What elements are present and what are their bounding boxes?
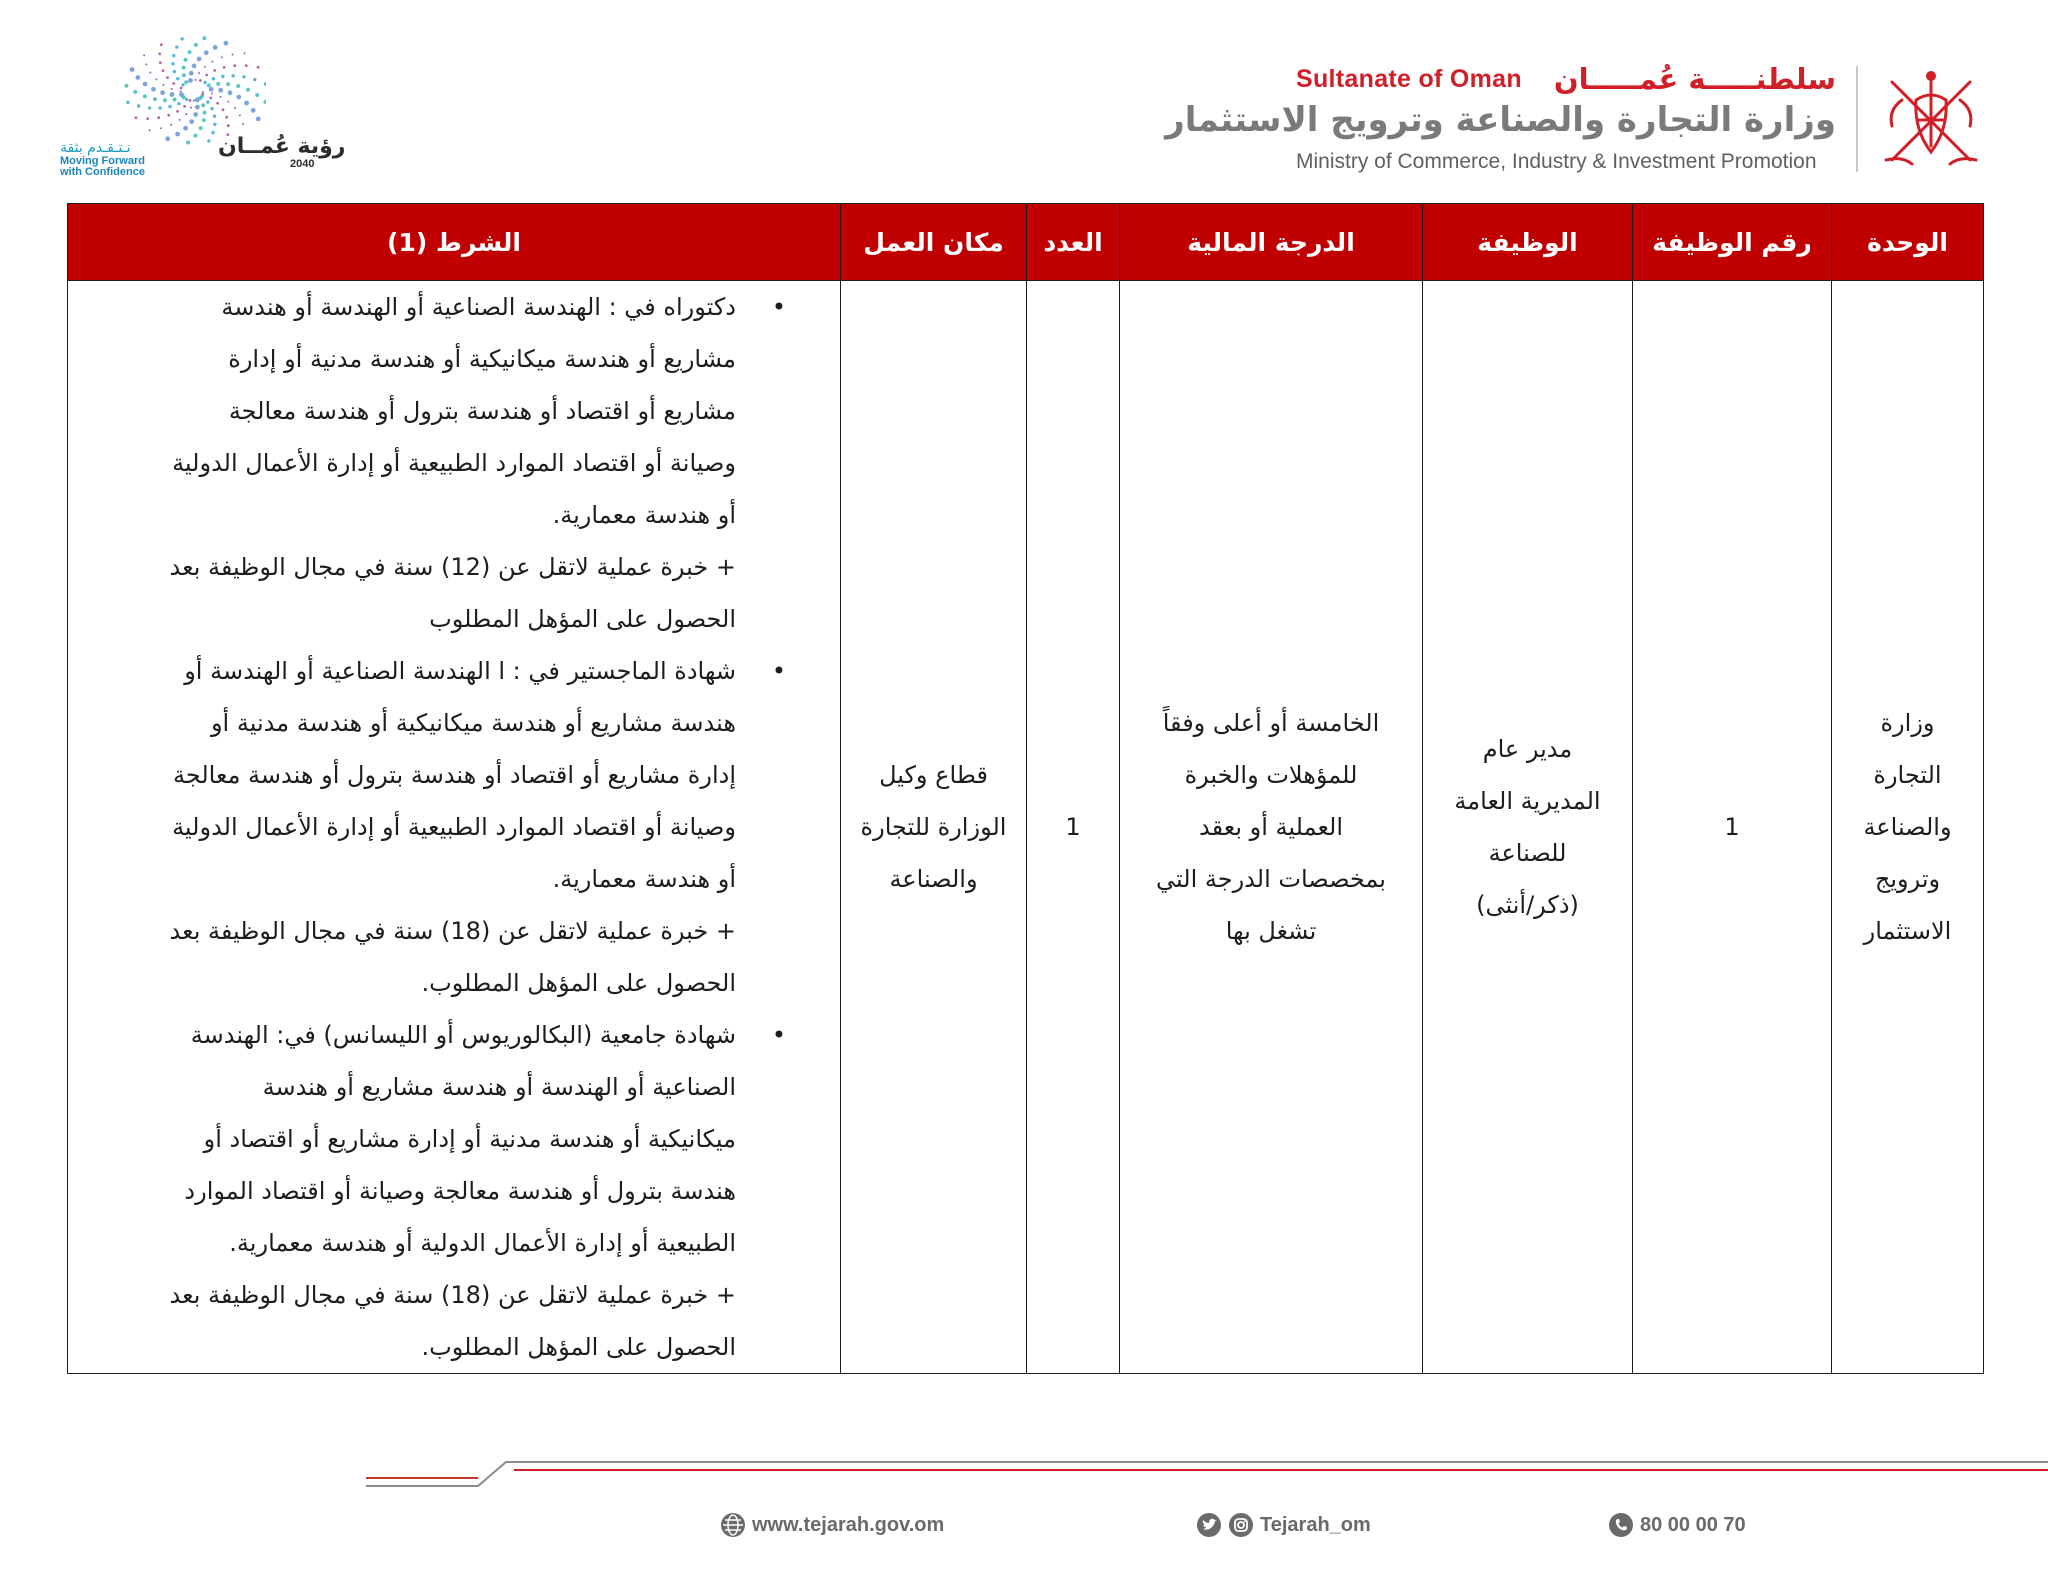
swirl-dot bbox=[148, 106, 151, 109]
swirl-dot bbox=[195, 98, 200, 103]
swirl-dot bbox=[181, 83, 184, 86]
vision-tagline-en: Moving Forward with Confidence bbox=[60, 155, 145, 178]
footer-social[interactable] bbox=[1196, 1510, 1371, 1540]
job-table bbox=[67, 203, 1984, 1374]
swirl-dot bbox=[192, 64, 197, 69]
swirl-dot bbox=[245, 64, 248, 67]
sultanate-ar: سلطنـــــة عُمـــــان bbox=[1553, 62, 1836, 96]
swirl-dot bbox=[213, 45, 218, 50]
swirl-dot bbox=[213, 123, 216, 126]
swirl-dot bbox=[236, 84, 240, 88]
swirl-dot bbox=[155, 78, 157, 80]
swirl-dot bbox=[213, 115, 216, 118]
header-location: مكان العمل bbox=[841, 204, 1027, 281]
swirl-dot bbox=[209, 97, 212, 100]
swirl-dot bbox=[212, 77, 215, 80]
swirl-dot bbox=[172, 82, 175, 85]
swirl-dot bbox=[263, 100, 266, 104]
swirl-dot bbox=[182, 66, 186, 70]
swirl-dot bbox=[180, 87, 183, 90]
condition-item-bachelor: • شهادة جامعية (البكالوريوس أو الليسانس) في: الهندسة الصناعية أو الهندسة أو هندسة مشاريع أو هندسة ميكانيكية أو هندسة مدنية أو إدارة مشاريع أو اقتصاد أو هندسة بترول أو هندسة معالجة وصيانة أو اقتصاد الموارد الطبيعية أو إدارة الأعمال الدولية أو هندسة معمارية. + خبرة عملية لاتقل عن (18) سنة في مجال الوظيفة بعد الحصول على المؤهل المطلوب. bbox=[98, 1009, 736, 1373]
swirl-dot bbox=[171, 88, 173, 90]
swirl-dot bbox=[211, 61, 213, 63]
cell-count: 1 bbox=[1027, 281, 1120, 1374]
swirl-dot bbox=[244, 101, 249, 106]
swirl-dot bbox=[210, 107, 213, 110]
footer-website[interactable] bbox=[720, 1510, 944, 1540]
swirl-dot bbox=[223, 66, 226, 69]
swirl-dot bbox=[222, 108, 225, 111]
swirl-dot bbox=[163, 98, 167, 102]
swirl-dot bbox=[226, 82, 230, 86]
swirl-dot bbox=[218, 88, 223, 93]
cell-conditions bbox=[68, 281, 841, 1374]
ministry-logo-block bbox=[1165, 62, 1838, 182]
swirl-dot bbox=[136, 75, 141, 80]
swirl-dot bbox=[143, 54, 145, 56]
cell-unit: وزارة التجارة والصناعة وترويج الاستثمار bbox=[1832, 281, 1984, 1374]
swirl-dot bbox=[194, 43, 198, 47]
swirl-dot bbox=[236, 95, 241, 100]
swirl-dot bbox=[189, 71, 194, 76]
swirl-dot bbox=[201, 103, 205, 107]
swirl-dot bbox=[160, 127, 162, 129]
swirl-dot bbox=[176, 77, 179, 80]
swirl-dot bbox=[146, 117, 149, 120]
condition-item-phd: • دكتوراه في : الهندسة الصناعية أو الهندسة أو هندسة مشاريع أو هندسة ميكانيكية أو هندسة مدنية أو إدارة مشاريع أو اقتصاد أو هندسة بترول أو هندسة معالجة وصيانة أو اقتصاد الموارد الطبيعية أو إدارة الأعمال الدولية أو هندسة معمارية. + خبرة عملية لاتقل عن (12) سنة في مجال الوظيفة بعد الحصول على المؤهل المطلوب bbox=[98, 281, 736, 645]
swirl-dot bbox=[158, 106, 161, 109]
swirl-dot bbox=[225, 116, 228, 119]
swirl-dot bbox=[213, 69, 216, 72]
experience-line: + خبرة عملية لاتقل عن (18) سنة في مجال الوظيفة بعد bbox=[169, 1281, 736, 1309]
swirl-dot bbox=[165, 136, 170, 141]
header-job: الوظيفة bbox=[1423, 204, 1633, 281]
swirl-dot bbox=[158, 53, 161, 56]
swirl-dot bbox=[257, 66, 260, 69]
swirl-dot bbox=[203, 81, 206, 84]
swirl-dot bbox=[264, 82, 266, 85]
swirl-dot bbox=[173, 70, 176, 73]
swirl-dot bbox=[204, 50, 209, 55]
swirl-dot bbox=[149, 129, 151, 131]
swirl-dot bbox=[167, 114, 170, 117]
swirl-dot bbox=[149, 72, 151, 74]
swirl-dot bbox=[239, 114, 241, 116]
swirl-dot bbox=[216, 102, 219, 105]
header-job-number: رقم الوظيفة bbox=[1633, 204, 1832, 281]
swirl-dot bbox=[173, 98, 177, 102]
vision-2040-logo bbox=[56, 30, 346, 190]
cell-job-number: 1 bbox=[1633, 281, 1832, 1374]
swirl-dot bbox=[221, 75, 224, 78]
swirl-dot bbox=[206, 100, 209, 103]
swirl-dot bbox=[207, 83, 211, 87]
swirl-dot bbox=[202, 91, 204, 93]
table-header-row bbox=[68, 204, 1984, 281]
swirl-dot bbox=[194, 79, 196, 81]
swirl-dot bbox=[244, 52, 246, 54]
ministry-name-en: Ministry of Commerce, Industry & Investment Promotion bbox=[1296, 150, 1817, 173]
swirl-dot bbox=[180, 90, 182, 92]
swirl-dot bbox=[202, 118, 206, 122]
swirl-dot bbox=[199, 79, 202, 82]
swirl-dot bbox=[183, 126, 188, 131]
swirl-dot bbox=[189, 119, 194, 124]
swirl-dot bbox=[198, 72, 200, 74]
swirl-dot bbox=[163, 84, 165, 86]
swirl-dot bbox=[193, 112, 198, 117]
cell-grade: الخامسة أو أعلى وفقاً للمؤهلات والخبرة العملية أو بعقد بمخصصات الدرجة التي تشغل بها bbox=[1120, 281, 1423, 1374]
swirl-dot bbox=[242, 123, 244, 125]
swirl-dot bbox=[171, 62, 174, 65]
swirl-dot bbox=[189, 99, 192, 102]
swirl-dot bbox=[143, 94, 147, 98]
swirl-dot bbox=[177, 102, 180, 105]
swirl-dot bbox=[172, 54, 175, 57]
swirl-dot bbox=[179, 92, 184, 97]
footer-decoration bbox=[366, 1456, 2048, 1496]
swirl-dot bbox=[188, 50, 192, 54]
experience-line: + خبرة عملية لاتقل عن (18) سنة في مجال الوظيفة بعد bbox=[169, 917, 736, 945]
swirl-dot bbox=[224, 41, 229, 46]
swirl-dot bbox=[205, 74, 208, 77]
swirl-dot bbox=[231, 74, 234, 77]
swirl-dot bbox=[182, 73, 186, 77]
swirl-dot bbox=[246, 88, 250, 92]
header-divider bbox=[1856, 66, 1858, 172]
conditions-list bbox=[98, 281, 736, 1373]
cell-job: مدير عام المديرية العامة للصناعة (ذكر/أنثى) bbox=[1423, 281, 1633, 1374]
swirl-dot bbox=[166, 76, 169, 79]
swirl-dot bbox=[160, 90, 165, 95]
swirl-dot bbox=[170, 124, 172, 126]
swirl-dot bbox=[193, 100, 195, 102]
swirl-dot bbox=[253, 78, 256, 81]
swirl-dot bbox=[162, 69, 165, 72]
ministry-name-ar: وزارة التجارة والصناعة وترويج الاستثمار bbox=[1165, 100, 1836, 140]
swirl-dot bbox=[204, 66, 206, 68]
swirl-dot bbox=[211, 131, 214, 134]
swirl-dot bbox=[125, 84, 129, 88]
swirl-dot bbox=[207, 139, 210, 142]
globe-icon bbox=[720, 1512, 746, 1538]
swirl-dot bbox=[232, 54, 234, 56]
condition-item-masters: • شهادة الماجستير في : ا الهندسة الصناعية أو الهندسة أو هندسة مشاريع أو هندسة ميكانيكية أو هندسة مدنية أو إدارة مشاريع أو اقتصاد أو هندسة بترول أو هندسة معالجة وصيانة أو اقتصاد الموارد الطبيعية أو إدارة الأعمال الدولية أو هندسة معمارية. + خبرة عملية لاتقل عن (18) سنة في مجال الوظيفة بعد الحصول على المؤهل المطلوب. bbox=[98, 645, 736, 1009]
swirl-dot bbox=[168, 105, 171, 108]
table-row bbox=[68, 281, 1984, 1374]
swirl-dot bbox=[126, 101, 129, 104]
swirl-dot bbox=[176, 110, 179, 113]
swirl-dot bbox=[256, 117, 261, 122]
sultanate-en: Sultanate of Oman bbox=[1296, 65, 1522, 93]
swirl-dot bbox=[197, 57, 202, 62]
instagram-icon[interactable] bbox=[1228, 1512, 1254, 1538]
swirl-dot bbox=[170, 92, 175, 97]
oman-emblem-icon bbox=[1872, 60, 1990, 178]
swirl-dot bbox=[228, 90, 233, 95]
swirl-dot bbox=[195, 105, 200, 110]
swirl-dot bbox=[145, 63, 147, 65]
swirl-dot bbox=[160, 43, 163, 46]
swirl-dot bbox=[186, 141, 190, 145]
header-count: العدد bbox=[1027, 204, 1120, 281]
swirl-dot bbox=[202, 36, 206, 40]
vision-year: 2040 bbox=[290, 158, 315, 170]
swirl-dot bbox=[190, 107, 192, 109]
swirl-dot bbox=[180, 37, 183, 40]
swirl-dot bbox=[183, 105, 186, 108]
header-grade: الدرجة المالية bbox=[1120, 204, 1423, 281]
swirl-dot bbox=[137, 104, 140, 107]
swirl-dot bbox=[227, 124, 230, 127]
swirl-dot bbox=[159, 61, 162, 64]
vision-title-ar: رؤية عُمــان bbox=[218, 134, 346, 159]
phone-icon bbox=[1608, 1512, 1634, 1538]
swirl-dot bbox=[157, 116, 160, 119]
swirl-dot bbox=[216, 82, 220, 86]
cell-location: قطاع وكيل الوزارة للتجارة والصناعة bbox=[841, 281, 1027, 1374]
phone-number[interactable]: 80 00 00 70 bbox=[1640, 1513, 1746, 1536]
swirl-dot bbox=[184, 80, 188, 84]
website-text[interactable]: www.tejarah.gov.om bbox=[752, 1513, 945, 1536]
experience-line: + خبرة عملية لاتقل عن (12) سنة في مجال الوظيفة بعد bbox=[169, 553, 736, 581]
swirl-dot bbox=[227, 101, 229, 103]
swirl-dot bbox=[135, 116, 138, 119]
vision-tagline-ar: نـتـقـدم بثقة bbox=[60, 140, 131, 156]
swirl-dot bbox=[133, 90, 137, 94]
swirl-dot bbox=[233, 64, 236, 67]
swirl-dot bbox=[179, 119, 181, 121]
swirl-dot bbox=[242, 75, 245, 78]
swirl-dot bbox=[234, 107, 236, 109]
swirl-dot bbox=[221, 56, 223, 58]
swirl-dot bbox=[151, 87, 156, 92]
swirl-dot bbox=[184, 58, 188, 62]
swirl-dot bbox=[188, 78, 193, 83]
swirl-dot bbox=[203, 111, 207, 115]
header-unit: الوحدة bbox=[1832, 204, 1984, 281]
swirl-dot bbox=[175, 132, 180, 137]
swirl-dot bbox=[220, 96, 222, 98]
twitter-icon[interactable] bbox=[1196, 1512, 1222, 1538]
swirl-dot bbox=[143, 82, 148, 87]
swirl-dot bbox=[209, 87, 214, 92]
social-handle[interactable]: Tejarah_om bbox=[1260, 1513, 1371, 1536]
swirl-dot bbox=[185, 113, 187, 115]
swirl-dot bbox=[194, 134, 198, 138]
header-condition: الشرط (1) bbox=[68, 204, 841, 281]
swirl-dot bbox=[199, 126, 203, 130]
swirl-dot bbox=[153, 97, 157, 101]
swirl-dot bbox=[211, 93, 213, 95]
swirl-dot bbox=[251, 108, 256, 113]
footer-phone[interactable] bbox=[1608, 1510, 1746, 1540]
swirl-dot bbox=[130, 67, 135, 72]
swirl-dot bbox=[255, 93, 259, 97]
swirl-dot bbox=[175, 45, 178, 48]
